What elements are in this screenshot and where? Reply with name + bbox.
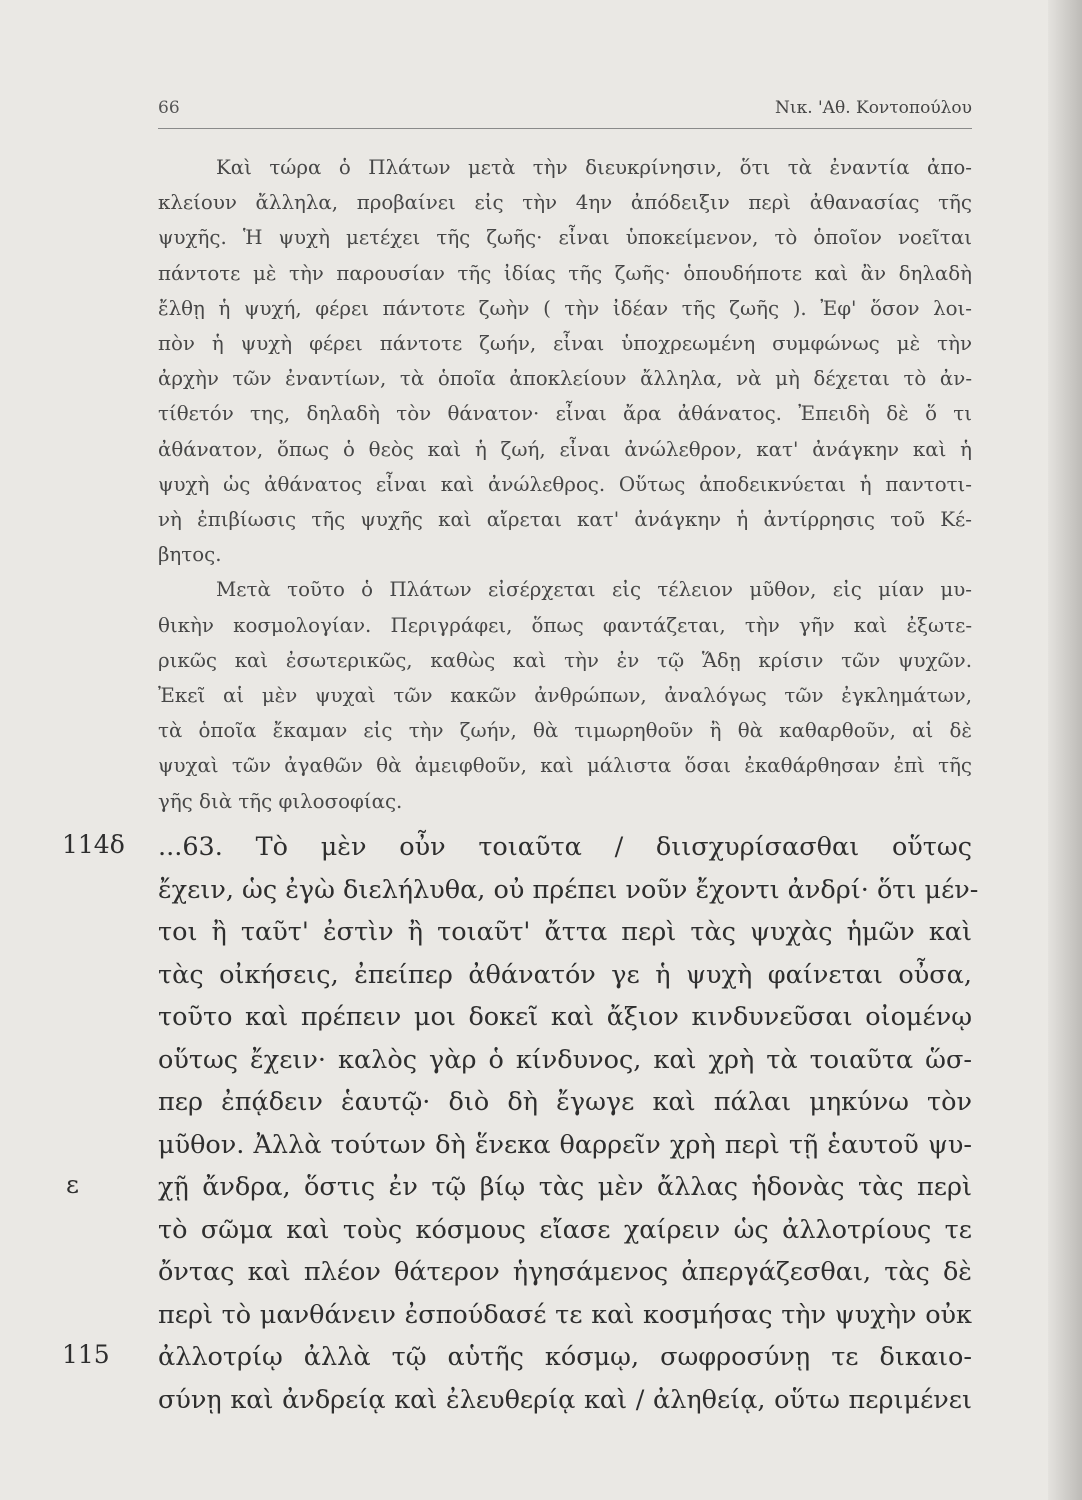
text-line: ἔλθῃ ἡ ψυχή, φέρει πάντοτε ζωὴν ( τὴν ἰδέαν τῆς ζωῆς ). Ἐφ' ὅσον λοι- [158, 296, 972, 320]
text-line: νὴ ἐπιβίωσις τῆς ψυχῆς καὶ αἴρεται κατ' ἀνάγκην ἡ ἀντίρρησις τοῦ Κέ- [158, 508, 972, 532]
running-head: Νικ. 'Αθ. Κοντοπούλου [775, 98, 972, 118]
margin-reference-e: ε [66, 1170, 79, 1199]
quote-line: χῇ ἄνδρα, ὅστις ἐν τῷ βίῳ τὰς μὲν ἄλλας ἡδονὰς τὰς περὶ [158, 1172, 972, 1202]
quote-line: μῦθον. Ἀλλὰ τούτων δὴ ἕνεκα θαρρεῖν χρὴ περὶ τῇ ἑαυτοῦ ψυ- [158, 1129, 972, 1160]
page-header [158, 94, 972, 129]
text-line: Καὶ τώρα ὁ Πλάτων μετὰ τὴν διευκρίνησιν, ὅτι τὰ ἐναντία ἀπο- [216, 156, 972, 179]
quote-line: τὸ σῶμα καὶ τοὺς κόσμους εἴασε χαίρειν ὡς ἀλλοτρίους τε [158, 1214, 972, 1245]
text-line: τὰ ὁποῖα ἔκαμαν εἰς τὴν ζωήν, θὰ τιμωρηθοῦν ἢ θὰ καθαρθοῦν, αἱ δὲ [158, 719, 972, 743]
margin-reference-114d: 114δ [62, 830, 125, 859]
text-line: ψυχαὶ τῶν ἀγαθῶν θὰ ἀμειφθοῦν, καὶ μάλιστα ὅσαι ἐκαθάρθησαν ἐπὶ τῆς [158, 754, 972, 778]
quote-line: περ ἐπᾴδειν ἑαυτῷ· διὸ δὴ ἔγωγε καὶ πάλαι μηκύνω τὸν [158, 1087, 972, 1117]
quote-line: ...63. Τὸ μὲν οὖν τοιαῦτα / διισχυρίσασθαι οὕτως [158, 832, 972, 862]
text-line: Μετὰ τοῦτο ὁ Πλάτων εἰσέρχεται εἰς τέλειον μῦθον, εἰς μίαν μυ- [216, 578, 972, 602]
quote-line: τοῦτο καὶ πρέπειν μοι δοκεῖ καὶ ἄξιον κινδυνεῦσαι οἰομένῳ [158, 1002, 972, 1032]
page-edge-shadow [1048, 0, 1082, 1500]
text-line: ἀθάνατον, ὅπως ὁ θεὸς καὶ ἡ ζωή, εἶναι ἀνώλεθρον, κατ' ἀνάγκην καὶ ἡ [158, 437, 972, 461]
commentary-paragraph-2 [158, 572, 972, 818]
text-line: ψυχὴ ὡς ἀθάνατος εἶναι καὶ ἀνώλεθρος. Οὕτως ἀποδεικνύεται ἡ παντοτι- [158, 472, 972, 496]
text-line: τίθετόν της, δηλαδὴ τὸν θάνατον· εἶναι ἄρα ἀθάνατος. Ἐπειδὴ δὲ ὅ τι [158, 402, 972, 426]
quote-line: ἀλλοτρίῳ ἀλλὰ τῷ αὑτῆς κόσμῳ, σωφροσύνῃ τε δικαιο- [158, 1342, 972, 1372]
text-line: πάντοτε μὲ τὴν παρουσίαν τῆς ἰδίας τῆς ζωῆς· ὁπουδήποτε καὶ ἂν δηλαδὴ [158, 261, 972, 285]
commentary-paragraph-1 [158, 150, 972, 572]
quote-line: τοι ἢ ταῦτ' ἐστὶν ἢ τοιαῦτ' ἄττα περὶ τὰς ψυχὰς ἡμῶν καὶ [158, 917, 972, 947]
text-line: γῆς διὰ τῆς φιλοσοφίας. [158, 789, 403, 813]
margin-reference-115: 115 [62, 1340, 110, 1369]
text-line: βητος. [158, 543, 222, 567]
text-line: πὸν ἡ ψυχὴ φέρει πάντοτε ζωήν, εἶναι ὑποχρεωμένη συμφώνως μὲ τὴν [158, 332, 972, 356]
greek-quotation [158, 826, 979, 1421]
text-line: ρικῶς καὶ ἐσωτερικῶς, καθὼς καὶ τὴν ἐν τῷ Ἅδῃ κρίσιν τῶν ψυχῶν. [158, 648, 972, 672]
text-line: θικὴν κοσμολογίαν. Περιγράφει, ὅπως φαντάζεται, τὴν γῆν καὶ ἐξωτε- [158, 613, 972, 637]
quote-line: οὕτως ἔχειν· καλὸς γὰρ ὁ κίνδυνος, καὶ χρὴ τὰ τοιαῦτα ὥσ- [158, 1044, 972, 1075]
commentary-text [158, 150, 972, 819]
quote-line: περὶ τὸ μανθάνειν ἐσπούδασέ τε καὶ κοσμήσας τὴν ψυχὴν οὐκ [158, 1299, 972, 1330]
text-line: ψυχῆς. Ἡ ψυχὴ μετέχει τῆς ζωῆς· εἶναι ὑποκείμενον, τὸ ὁποῖον νοεῖται [158, 226, 972, 250]
text-line: κλείουν ἄλληλα, προβαίνει εἰς τὴν 4ην ἀπόδειξιν περὶ ἀθανασίας τῆς [158, 191, 972, 215]
quote-line: ἔχειν, ὡς ἐγὼ διελήλυθα, οὐ πρέπει νοῦν ἔχοντι ἀνδρί· ὅτι μέν- [158, 874, 979, 905]
page-number: 66 [158, 98, 180, 118]
quote-line: ὄντας καὶ πλέον θάτερον ἡγησάμενος ἀπεργάζεσθαι, τὰς δὲ [158, 1257, 972, 1287]
text-line: Ἐκεῖ αἱ μὲν ψυχαὶ τῶν κακῶν ἀνθρώπων, ἀναλόγως τῶν ἐγκλημάτων, [158, 684, 972, 708]
quote-line: τὰς οἰκήσεις, ἐπείπερ ἀθάνατόν γε ἡ ψυχὴ φαίνεται οὖσα, [158, 959, 972, 990]
text-line: ἀρχὴν τῶν ἐναντίων, τὰ ὁποῖα ἀποκλείουν ἄλληλα, νὰ μὴ δέχεται τὸ ἀν- [158, 367, 972, 391]
quote-line: σύνῃ καὶ ἀνδρείᾳ καὶ ἐλευθερίᾳ καὶ / ἀληθείᾳ, οὕτω περιμένει [158, 1384, 972, 1415]
